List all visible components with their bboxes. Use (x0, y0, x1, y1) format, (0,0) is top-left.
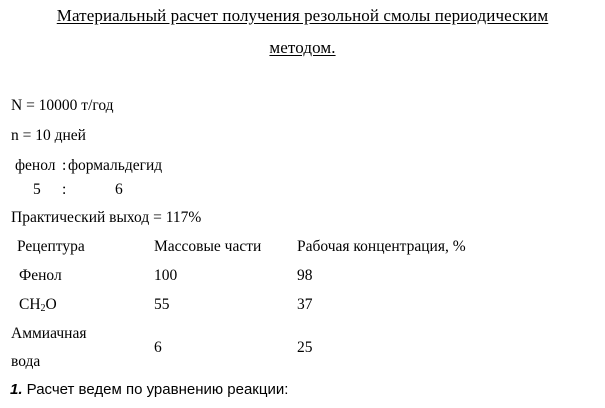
header-recipe: Рецептура (17, 238, 85, 255)
production-days: n = 10 дней (11, 127, 86, 144)
ratio-formaldehyde-value: 6 (115, 181, 123, 198)
step-1-heading (10, 381, 288, 398)
formula-prefix: CH (19, 296, 41, 313)
annual-capacity: N = 10000 т/год (11, 97, 114, 114)
ratio-separator: : (62, 157, 67, 174)
ratio-phenol-value: 5 (33, 181, 41, 198)
row-concentration: 25 (297, 339, 313, 356)
row-concentration: 98 (297, 267, 313, 284)
row-name-line-2: вода (11, 353, 41, 370)
row-parts: 100 (154, 267, 178, 284)
header-concentration: Рабочая концентрация, % (297, 238, 466, 255)
formula-subscript: 2 (40, 303, 46, 314)
row-name-line-1: Аммиачная (11, 325, 87, 342)
ratio-formaldehyde-label: формальдегид (68, 157, 163, 174)
ratio-value-separator: : (62, 181, 67, 198)
practical-yield: Практический выход = 117% (11, 209, 202, 226)
row-name (19, 296, 57, 314)
row-name: Фенол (19, 267, 62, 284)
ratio-phenol-label: фенол (15, 157, 56, 174)
document-title-line-2: методом. (269, 38, 336, 57)
header-mass-parts: Массовые части (154, 238, 262, 255)
row-concentration: 37 (297, 296, 313, 313)
row-parts: 6 (154, 339, 162, 356)
formula-suffix: O (45, 296, 57, 313)
step-text: Расчет ведем по уравнению реакции: (22, 381, 289, 398)
step-number: 1. (10, 381, 23, 398)
document-title-line-1: Материальный расчет получения резольной смолы периодическим (56, 6, 549, 25)
row-parts: 55 (154, 296, 170, 313)
